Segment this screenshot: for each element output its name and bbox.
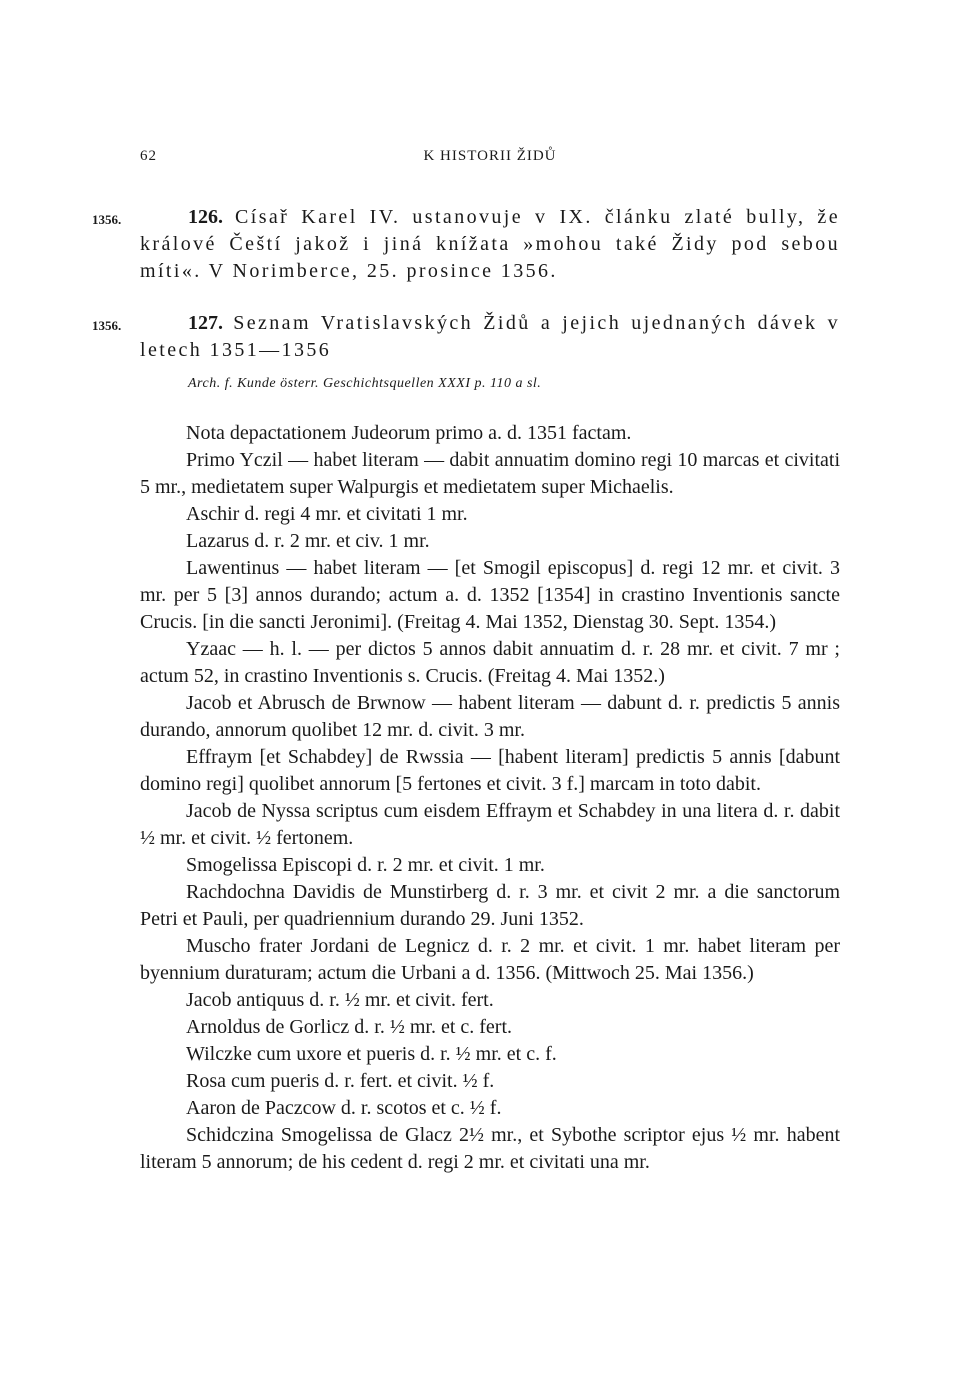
paragraph: Wilczke cum uxore et pueris d. r. ½ mr. et c. f.	[186, 1043, 557, 1065]
paragraph: Rachdochna Davidis de Munstirberg d. r. 3 mr. et civit 2 mr. a die sanctorum Petri et Pauli, per quadriennium durando 29. Juni 1352.	[140, 881, 840, 930]
paragraph: Rosa cum pueris d. r. fert. et civit. ½ f.	[186, 1070, 495, 1092]
entry-number: 127.	[188, 312, 223, 334]
paragraph: Jacob et Abrusch de Brwnow — habent literam — dabunt d. r. predictis 5 annis durando, annorum quolibet 12 mr. d. civit. 3 mr.	[140, 692, 840, 741]
paragraph: Jacob de Nyssa scriptus cum eisdem Effraym et Schabdey in una litera d. r. dabit ½ mr. et civit. ½ fertonem.	[140, 800, 840, 849]
paragraph: Aaron de Paczcow d. r. scotos et c. ½ f.	[186, 1097, 502, 1119]
paragraph: Smogelissa Episcopi d. r. 2 mr. et civit. 1 mr.	[186, 854, 545, 876]
entry-number: 126.	[188, 206, 223, 228]
paragraph: Aschir d. regi 4 mr. et civitati 1 mr.	[186, 503, 468, 525]
source-citation: Arch. f. Kunde österr. Geschichtsquellen XXXI p. 110 a sl.	[188, 376, 542, 391]
paragraph: Lawentinus — habet literam — [et Smogil episcopus] d. regi 12 mr. et civit. 3 mr. per 5 [3] annos durando; actum a. d. 1352 [1354] in crastino Inventionis sancte Crucis. [in die sancti Jeronimi]. (Freitag 4. Mai 1352, Dienstag 30. Sept. 1354.)	[140, 557, 840, 633]
entry-126	[140, 204, 840, 285]
entry-text: Seznam Vratislavských Židů a jejich ujednaných dávek v letech 1351—1356	[140, 312, 840, 361]
paragraph: Yzaac — h. l. — per dictos 5 annos dabit annuatim d. r. 28 mr. et civit. 7 mr ; actum 52, in crastino Inventionis s. Crucis. (Freitag 4. Mai 1352.)	[140, 638, 840, 687]
paragraph: Arnoldus de Gorlicz d. r. ½ mr. et c. fert.	[186, 1016, 513, 1038]
running-title: K HISTORII ŽIDŮ	[423, 148, 557, 164]
entry-year: 1356.	[92, 212, 122, 227]
paragraph: Muscho frater Jordani de Legnicz d. r. 2 mr. et civit. 1 mr. habet literam per byennium duraturam; actum die Urbani a d. 1356. (Mittwoch 25. Mai 1356.)	[140, 935, 840, 984]
paragraph: Primo Yczil — habet literam — dabit annuatim domino regi 10 marcas et civitati 5 mr., medietatem super Walpurgis et medietatem super Michaelis.	[140, 449, 840, 498]
entry-127	[140, 310, 840, 364]
page-header	[140, 148, 840, 172]
document-body	[140, 420, 840, 1176]
entry-text: Císař Karel IV. ustanovuje v IX. článku zlaté bully, že králové Čeští jakož i jiná knížata »mohou také Židy pod sebou míti«. V Norimberce, 25. prosince 1356.	[140, 206, 840, 282]
paragraph: Nota depactationem Judeorum primo a. d. 1351 factam.	[186, 422, 632, 444]
entry-year: 1356.	[92, 318, 122, 333]
page-number: 62	[140, 148, 157, 164]
paragraph: Jacob antiquus d. r. ½ mr. et civit. fert.	[186, 989, 494, 1011]
paragraph: Schidczina Smogelissa de Glacz 2½ mr., et Sybothe scriptor ejus ½ mr. habent literam 5 annorum; de his cedent d. regi 2 mr. et civitati una mr.	[140, 1124, 840, 1173]
paragraph: Lazarus d. r. 2 mr. et civ. 1 mr.	[186, 530, 430, 552]
paragraph: Effraym [et Schabdey] de Rwssia — [habent literam] predictis 5 annis [dabunt domino regi] quolibet annorum [5 fertones et civit. 3 f.] marcam in toto dabit.	[140, 746, 840, 795]
